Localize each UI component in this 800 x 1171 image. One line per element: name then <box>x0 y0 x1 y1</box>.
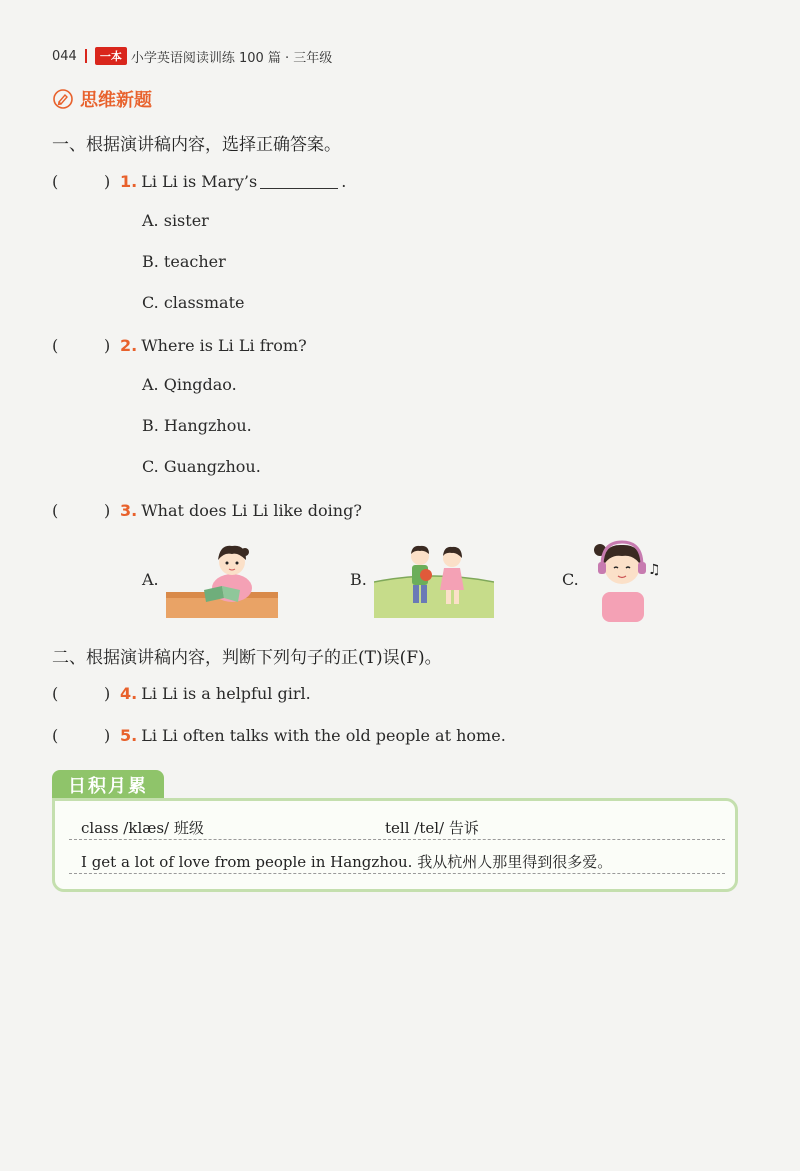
accumulation-tab: 日积月累 <box>52 770 164 800</box>
q3-option-c-label: C. <box>562 570 579 589</box>
dashed-divider <box>69 873 725 874</box>
question-2 <box>52 332 307 358</box>
vocab-word-class: class /klæs/ 班级 <box>81 819 204 837</box>
accumulation-box <box>52 798 738 892</box>
answer-paren-close: ) <box>104 171 111 191</box>
question-3 <box>52 497 362 523</box>
q1-option-b: B. teacher <box>142 252 226 271</box>
fill-blank-line <box>260 174 338 189</box>
question-1 <box>52 168 346 194</box>
q1-option-a: A. sister <box>142 211 209 230</box>
section-heading <box>52 86 152 112</box>
q1-option-c: C. classmate <box>142 293 245 312</box>
dashed-divider <box>69 839 725 840</box>
q2-option-b: B. Hangzhou. <box>142 416 252 435</box>
answer-paren-open: ( <box>52 725 59 745</box>
girl-listening-music-illustration <box>586 536 666 622</box>
q3-option-a-label: A. <box>142 570 159 589</box>
question-number: 4. <box>120 683 138 703</box>
brand-logo: 一本 <box>95 47 127 65</box>
answer-paren-close: ) <box>104 683 111 703</box>
kids-playing-ball-illustration <box>374 542 494 618</box>
section-title: 思维新题 <box>80 90 152 111</box>
question-number: 5. <box>120 725 138 745</box>
book-title: 小学英语阅读训练 100 篇 · 三年级 <box>130 50 333 66</box>
part1-instruction: 一、根据演讲稿内容，选择正确答案。 <box>52 135 341 155</box>
page-header <box>52 46 332 66</box>
example-sentence: I get a lot of love from people in Hangzhou. 我从杭州人那里得到很多爱。 <box>81 853 613 871</box>
answer-paren-close: ) <box>104 725 111 745</box>
header-divider <box>85 49 87 63</box>
music-note-icon: ♫ <box>648 562 661 578</box>
question-text: Li Li often talks with the old people at home. <box>141 725 506 745</box>
question-text-end: . <box>341 171 347 191</box>
q2-option-c: C. Guangzhou. <box>142 457 261 476</box>
question-number: 1. <box>120 171 138 191</box>
q2-option-a: A. Qingdao. <box>142 375 237 394</box>
girl-reading-illustration <box>166 538 278 620</box>
question-text: What does Li Li like doing? <box>141 500 362 520</box>
q3-option-b-label: B. <box>350 570 367 589</box>
answer-paren-open: ( <box>52 335 59 355</box>
vocab-word-tell: tell /tel/ 告诉 <box>385 819 479 837</box>
answer-paren-close: ) <box>104 500 111 520</box>
answer-paren-open: ( <box>52 500 59 520</box>
question-5 <box>52 722 506 748</box>
part2-instruction: 二、根据演讲稿内容，判断下列句子的正(T)误(F)。 <box>52 648 442 668</box>
brain-pencil-icon <box>52 88 74 110</box>
question-text: Where is Li Li from? <box>141 335 307 355</box>
question-4 <box>52 680 311 706</box>
question-text: Li Li is a helpful girl. <box>141 683 311 703</box>
question-number: 3. <box>120 500 138 520</box>
answer-paren-open: ( <box>52 171 59 191</box>
question-number: 2. <box>120 335 138 355</box>
question-text: Li Li is Mary’s <box>141 171 258 191</box>
page-number: 044 <box>52 48 77 64</box>
answer-paren-open: ( <box>52 683 59 703</box>
answer-paren-close: ) <box>104 335 111 355</box>
